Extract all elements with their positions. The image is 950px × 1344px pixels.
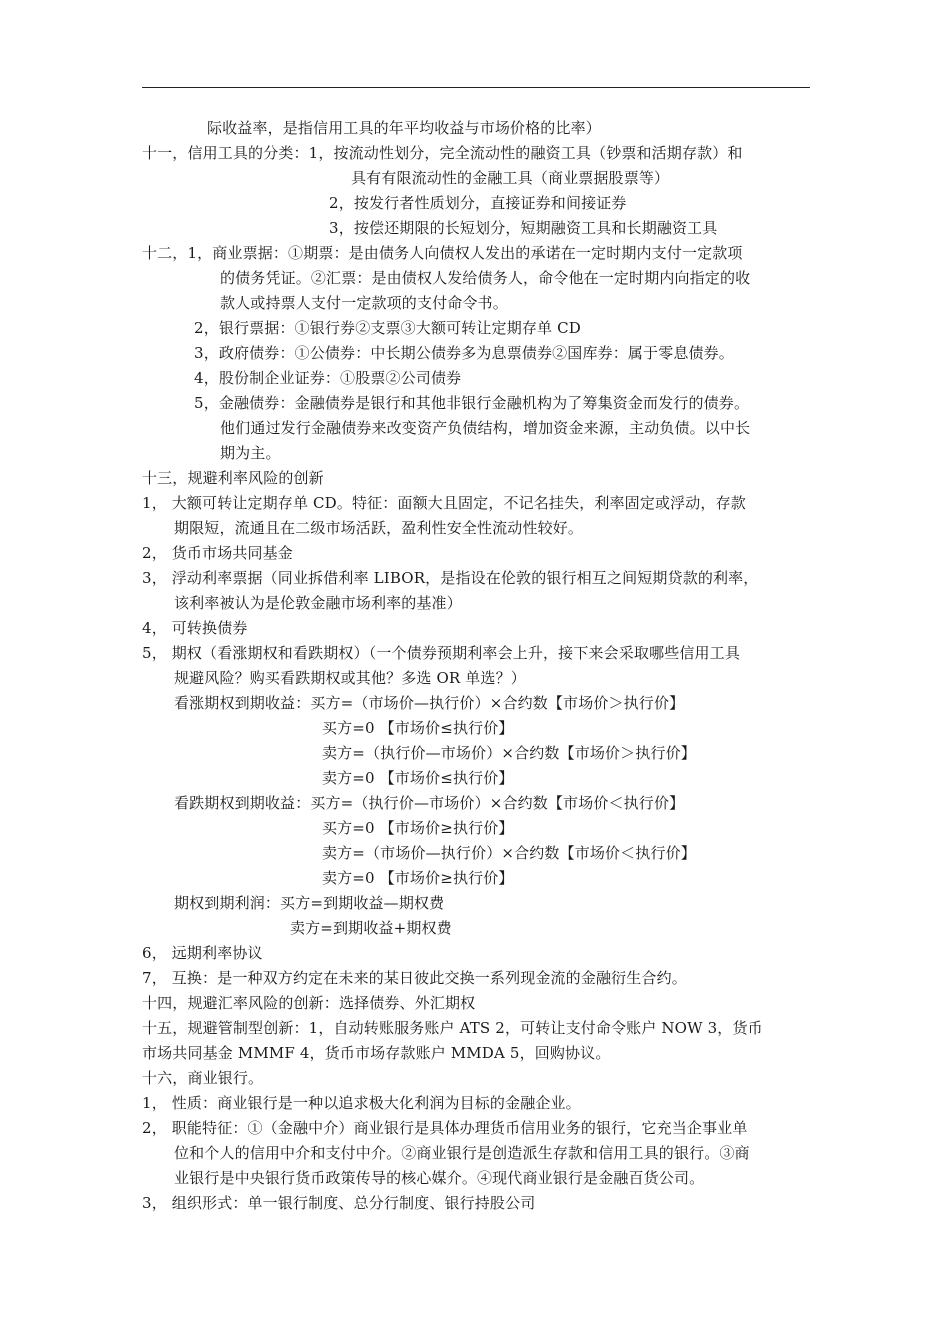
text-line: 6， 远期利率协议 — [142, 944, 263, 962]
formula-line: 卖方=0 【市场价≥执行价】 — [322, 869, 514, 887]
formula-line: 卖方=到期收益+期权费 — [290, 919, 452, 937]
formula-line: 卖方=（执行价—市场价）×合约数【市场价＞执行价】 — [322, 744, 696, 762]
formula-line: 买方=0 【市场价≤执行价】 — [322, 719, 514, 737]
formula-line: 看涨期权到期收益：买方=（市场价—执行价）×合约数【市场价＞执行价】 — [174, 694, 685, 712]
text-line: 十一，信用工具的分类：1，按流动性划分，完全流动性的融资工具（钞票和活期存款）和 — [142, 144, 743, 162]
formula-line: 卖方=0 【市场价≤执行价】 — [322, 769, 514, 787]
text-line: 5，金融债券：金融债券是银行和其他非银行金融机构为了筹集资金而发行的债券。 — [194, 394, 750, 412]
text-line: 3，政府债券：①公债券：中长期公债券多为息票债券②国库券：属于零息债券。 — [194, 344, 734, 362]
formula-line: 买方=0 【市场价≥执行价】 — [322, 819, 514, 837]
section-heading: 十五，规避管制型创新：1，自动转账服务账户 ATS 2，可转让支付命令账户 NOW 3，货币 — [142, 1019, 763, 1037]
text-line: 位和个人的信用中介和支付中介。②商业银行是创造派生存款和信用工具的银行。③商 — [174, 1144, 750, 1162]
text-line: 2，按发行者性质划分，直接证券和间接证券 — [329, 194, 627, 212]
text-line: 1， 性质：商业银行是一种以追求极大化利润为目标的金融企业。 — [142, 1094, 581, 1112]
text-line: 2，银行票据：①银行券②支票③大额可转让定期存单 CD — [194, 319, 581, 337]
text-line: 具有有限流动性的金融工具（商业票据股票等） — [351, 169, 670, 187]
text-line: 他们通过发行金融债券来改变资产负债结构，增加资金来源，主动负债。以中长 — [220, 419, 751, 437]
formula-line: 期权到期利润：买方=到期收益—期权费 — [174, 894, 445, 912]
text-line: 的债务凭证。②汇票：是由债权人发给债务人，命令他在一定时期内向指定的收 — [220, 269, 751, 287]
section-heading: 十六，商业银行。 — [142, 1069, 264, 1087]
text-line: 期限短，流通且在二级市场活跃，盈利性安全性流动性较好。 — [174, 519, 584, 537]
text-line: 2， 货币市场共同基金 — [142, 544, 293, 562]
text-line: 款人或持票人支付一定款项的支付命令书。 — [220, 294, 508, 312]
text-line: 3， 组织形式：单一银行制度、总分行制度、银行持股公司 — [142, 1194, 536, 1212]
text-line: 规避风险？购买看跌期权或其他？多选 OR 单选？） — [174, 669, 526, 687]
text-line: 际收益率，是指信用工具的年平均收益与市场价格的比率） — [207, 119, 601, 137]
text-line: 市场共同基金 MMMF 4，货币市场存款账户 MMDA 5，回购协议。 — [142, 1044, 611, 1062]
text-line: 4，股份制企业证券：①股票②公司债券 — [194, 369, 462, 387]
text-line: 3，按偿还期限的长短划分，短期融资工具和长期融资工具 — [329, 219, 718, 237]
text-line: 2， 职能特征：①（金融中介）商业银行是具体办理货币信用业务的银行，它充当企事业单 — [142, 1119, 748, 1137]
formula-line: 看跌期权到期收益：买方=（执行价—市场价）×合约数【市场价＜执行价】 — [174, 794, 685, 812]
formula-line: 卖方=（市场价—执行价）×合约数【市场价＜执行价】 — [322, 844, 696, 862]
header-rule — [142, 87, 810, 88]
section-heading: 十四，规避汇率风险的创新：选择债券、外汇期权 — [142, 994, 476, 1012]
section-heading: 十三，规避利率风险的创新 — [142, 469, 324, 487]
text-line: 7， 互换：是一种双方约定在未来的某日彼此交换一系列现金流的金融衍生合约。 — [142, 969, 687, 987]
text-line: 十二，1，商业票据：①期票：是由债务人向债权人发出的承诺在一定时期内支付一定款项 — [142, 244, 743, 262]
text-line: 3， 浮动利率票据（同业拆借利率 LIBOR，是指设在伦敦的银行相互之间短期贷款的利率， — [142, 569, 759, 587]
text-line: 4， 可转换债券 — [142, 619, 248, 637]
text-line: 该利率被认为是伦敦金融市场利率的基准） — [174, 594, 462, 612]
text-line: 期为主。 — [220, 444, 281, 462]
text-line: 业银行是中央银行货币政策传导的核心媒介。④现代商业银行是金融百货公司。 — [174, 1169, 705, 1187]
text-line: 5， 期权（看涨期权和看跌期权）（一个债券预期利率会上升，接下来会采取哪些信用工具 — [142, 644, 740, 662]
text-line: 1， 大额可转让定期存单 CD。特征：面额大且固定，不记名挂失，利率固定或浮动，存款 — [142, 494, 746, 512]
